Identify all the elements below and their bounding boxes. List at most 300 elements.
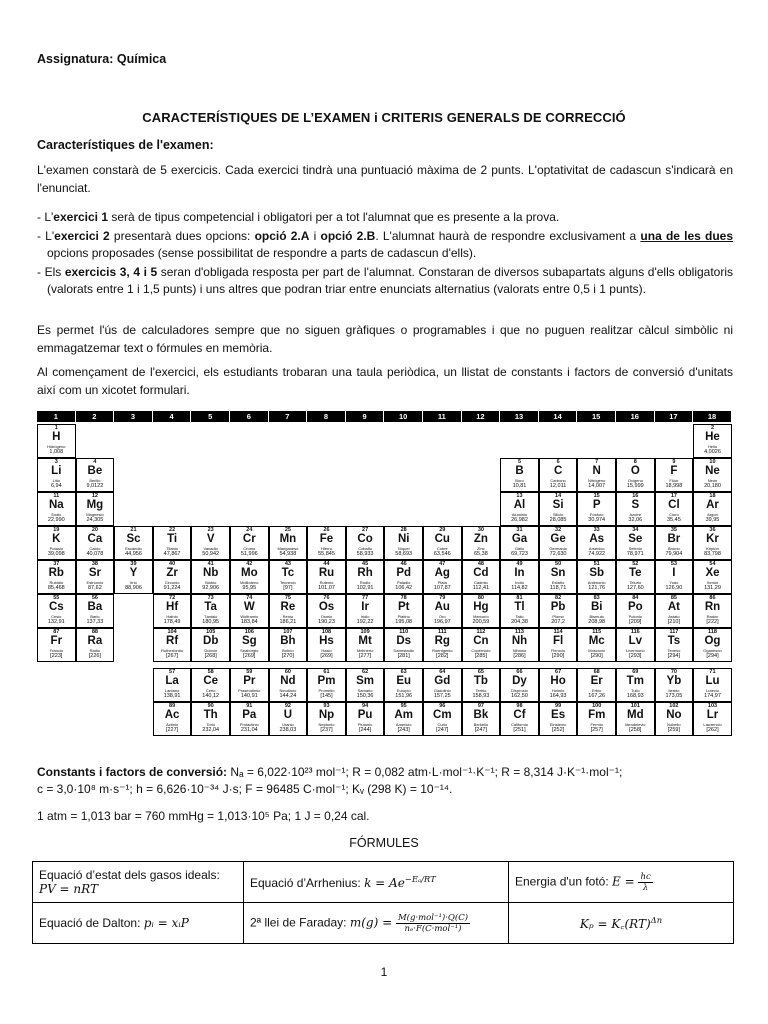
element-name: Copernicio <box>471 648 491 653</box>
element-name: Antimonio <box>587 580 606 585</box>
element-cell <box>346 668 385 702</box>
element-name: Escandio <box>125 546 142 551</box>
atomic-number: 14 <box>555 493 562 499</box>
group-header: 14 <box>539 411 577 422</box>
atomic-number: 78 <box>400 595 407 601</box>
element-name: Americio <box>395 722 412 727</box>
element-symbol: Fl <box>552 635 564 647</box>
element-cell <box>500 526 539 560</box>
atomic-number: 45 <box>362 561 369 567</box>
element-symbol: Np <box>318 709 335 721</box>
atomic-number: 84 <box>632 595 639 601</box>
element-cell <box>37 594 76 628</box>
atomic-number: 69 <box>632 669 639 675</box>
atomic-mass: 69,723 <box>511 551 528 557</box>
atomic-mass: 6,94 <box>50 483 62 489</box>
element-symbol: Dy <box>512 675 527 687</box>
atomic-mass: [210] <box>667 619 680 625</box>
formulas-title: FÓRMULES <box>349 836 419 850</box>
element-cell <box>693 702 732 736</box>
element-cell <box>114 560 153 594</box>
element-cell <box>191 526 230 560</box>
atomic-mass: [237] <box>320 727 333 733</box>
element-cell <box>37 526 76 560</box>
element-name: Silicio <box>552 512 564 517</box>
element-name: Vanadio <box>203 546 218 551</box>
element-symbol: Gd <box>434 675 451 687</box>
atomic-number: 74 <box>246 595 253 601</box>
element-cell <box>693 594 732 628</box>
atomic-mass: [281] <box>397 653 410 659</box>
element-cell <box>539 702 578 736</box>
element-symbol: No <box>666 709 682 721</box>
element-symbol: Db <box>203 635 219 647</box>
element-cell <box>269 628 308 662</box>
element-name: Neptunio <box>318 722 335 727</box>
element-symbol: Lr <box>706 709 719 721</box>
element-cell <box>655 594 694 628</box>
atomic-number: 72 <box>169 595 176 601</box>
kp-kc-formula: Kₚ = K꜀(RT)$^{\Delta n}$ <box>509 903 734 944</box>
element-cell <box>655 702 694 736</box>
group-header: 13 <box>500 411 538 422</box>
page-title: CARACTERÍSTIQUES DE L’EXAMEN i CRITERIS GENERALS DE CORRECCIÓ <box>142 110 626 125</box>
element-name: Paladio <box>397 580 411 585</box>
atomic-number: 79 <box>439 595 446 601</box>
element-name: Cromo <box>243 546 256 551</box>
exercise-list <box>37 209 733 300</box>
atomic-mass: 15,999 <box>626 483 644 489</box>
atomic-number: 102 <box>669 703 679 709</box>
element-name: Circonio <box>164 580 180 585</box>
element-name: Hidrógeno <box>47 444 66 449</box>
page-number: 1 <box>380 965 388 979</box>
atomic-mass: 74,922 <box>588 551 606 557</box>
element-cell <box>307 594 346 628</box>
list-item: - L'exercici 2 presentarà dues opcions: opció 2.A i opció 2.B. L'alumnat haurà de respondre exclusivament a una de les dues opcions proposades (sense possibilitat de respondre a parts de cadascun d'ells). <box>37 228 734 260</box>
atomic-mass: 167,26 <box>588 693 606 699</box>
atomic-mass: 4,0026 <box>704 449 721 455</box>
element-symbol: Rh <box>357 567 373 579</box>
element-name: Holmio <box>551 688 565 693</box>
atomic-number: 107 <box>283 629 293 635</box>
atomic-mass: 95,95 <box>242 585 257 591</box>
atomic-mass: [277] <box>358 653 372 659</box>
element-name: Hasio <box>321 648 332 653</box>
atomic-number: 118 <box>708 629 717 635</box>
element-cell <box>539 458 578 492</box>
element-name: Wolframio <box>240 614 259 619</box>
atomic-mass: 50,942 <box>202 551 220 557</box>
element-symbol: Bi <box>590 601 603 613</box>
element-symbol: Er <box>590 675 603 687</box>
element-cell <box>307 668 346 702</box>
element-cell <box>500 594 539 628</box>
element-symbol: In <box>514 567 525 579</box>
atomic-mass: 140,12 <box>202 693 220 699</box>
element-cell <box>269 702 308 736</box>
atomic-mass: 83,798 <box>704 551 721 557</box>
atomic-number: 46 <box>400 561 407 567</box>
atomic-number: 32 <box>555 527 562 533</box>
element-name: Xenón <box>706 580 719 585</box>
atomic-mass: 150,36 <box>356 693 374 699</box>
element-symbol: Nh <box>511 635 528 647</box>
group-header: 1 <box>37 411 75 422</box>
element-name: Astato <box>668 614 680 619</box>
atomic-mass: [145] <box>320 693 333 699</box>
element-cell <box>76 560 115 594</box>
atomic-number: 104 <box>167 629 177 635</box>
element-symbol: V <box>206 533 215 545</box>
atomic-number: 57 <box>169 669 176 675</box>
element-symbol: Ho <box>550 675 566 687</box>
atomic-mass: 164,93 <box>549 693 567 699</box>
element-cell <box>307 526 346 560</box>
element-cell <box>500 668 539 702</box>
atomic-mass: 32,06 <box>628 517 643 523</box>
atomic-mass: 178,49 <box>163 619 181 625</box>
atomic-mass: [294] <box>706 653 719 659</box>
element-name: Livermorio <box>625 648 645 653</box>
element-symbol: La <box>165 675 179 687</box>
element-symbol: Te <box>629 567 642 579</box>
element-cell <box>230 560 269 594</box>
element-symbol: Bk <box>473 709 489 721</box>
element-symbol: Sc <box>126 533 141 545</box>
atomic-number: 54 <box>709 561 716 567</box>
atomic-mass: [247] <box>474 727 487 733</box>
element-cell <box>384 526 423 560</box>
element-cell <box>616 702 655 736</box>
element-cell <box>462 594 501 628</box>
element-cell <box>655 628 694 662</box>
atomic-mass: 232,04 <box>202 727 220 733</box>
atomic-number: 49 <box>516 561 523 567</box>
atomic-number: 13 <box>516 493 523 499</box>
atomic-mass: 144,24 <box>279 693 297 699</box>
element-name: Uranio <box>281 722 294 727</box>
element-symbol: Am <box>394 709 413 721</box>
atomic-mass: 196,97 <box>433 619 451 625</box>
element-cell <box>693 668 732 702</box>
element-name: Yodo <box>669 580 679 585</box>
element-symbol: Se <box>628 533 643 545</box>
element-name: Rubidio <box>49 580 64 585</box>
element-name: Disprosio <box>511 688 528 693</box>
element-cell <box>500 458 539 492</box>
atomic-mass: 174,97 <box>704 693 721 699</box>
atomic-number: 116 <box>630 629 640 635</box>
photon-energy-formula: Energia d'un fotó: E = $\frac{hc}{\lambda}$ <box>509 862 734 903</box>
atomic-mass: 63,546 <box>433 551 451 557</box>
atomic-number: 93 <box>323 703 330 709</box>
element-cell <box>655 458 694 492</box>
atomic-mass: [251] <box>513 727 526 733</box>
element-symbol: Xe <box>705 567 720 579</box>
atomic-mass: 157,25 <box>433 693 451 699</box>
atomic-mass: 39,95 <box>705 517 720 523</box>
atomic-number: 40 <box>169 561 176 567</box>
element-symbol: Cl <box>668 499 680 511</box>
element-name: Germanio <box>549 546 567 551</box>
atomic-mass: [259] <box>667 727 680 733</box>
element-cell <box>269 668 308 702</box>
list-item: - L'exercici 1 serà de tipus competencial i obligatori per a tot l'alumnat que es presente a la prova. <box>37 210 560 224</box>
element-name: Neón <box>707 478 718 483</box>
element-cell <box>693 458 732 492</box>
element-cell <box>693 492 732 526</box>
atomic-number: 80 <box>477 595 484 601</box>
element-symbol: Os <box>318 601 335 613</box>
element-cell <box>269 594 308 628</box>
element-name: Seaborgio <box>240 648 259 653</box>
element-cell <box>37 458 76 492</box>
element-symbol: Al <box>513 499 526 511</box>
atomic-number: 30 <box>477 527 484 533</box>
element-cell <box>230 628 269 662</box>
atomic-mass: 78,971 <box>626 551 644 557</box>
element-cell <box>307 560 346 594</box>
element-name: Plomo <box>552 614 564 619</box>
atomic-number: 22 <box>169 527 176 533</box>
atomic-mass: 28,085 <box>549 517 567 523</box>
element-symbol: Cn <box>473 635 489 647</box>
element-symbol: Be <box>87 465 103 477</box>
element-name: Iterbio <box>668 688 680 693</box>
atomic-number: 114 <box>553 629 563 635</box>
atomic-mass: [243] <box>397 727 410 733</box>
element-cell <box>616 458 655 492</box>
element-symbol: Pb <box>550 601 566 613</box>
atomic-mass: 1,008 <box>49 449 64 455</box>
ideal-gas-formula: Equació d’estat dels gasos ideals: PV = nRT <box>33 862 244 903</box>
atomic-mass: 186,21 <box>279 619 297 625</box>
element-name: Bohrio <box>282 648 294 653</box>
atomic-number: 76 <box>323 595 330 601</box>
atomic-number: 96 <box>439 703 446 709</box>
atomic-mass: 138,91 <box>163 693 181 699</box>
atomic-number: 23 <box>207 527 214 533</box>
atomic-mass: 192,22 <box>356 619 374 625</box>
element-symbol: Th <box>203 709 218 721</box>
element-symbol: F <box>670 465 678 477</box>
atomic-mass: 132,91 <box>47 619 65 625</box>
element-symbol: Mo <box>240 567 258 579</box>
element-cell <box>114 526 153 560</box>
element-name: Berkelio <box>473 722 489 727</box>
atomic-mass: 58,933 <box>356 551 374 557</box>
element-symbol: Lv <box>628 635 642 647</box>
atomic-number: 89 <box>169 703 176 709</box>
element-cell <box>655 526 694 560</box>
element-cell <box>693 424 732 458</box>
atomic-mass: [269] <box>243 653 256 659</box>
element-name: Rutenio <box>319 580 334 585</box>
atomic-number: 24 <box>246 527 253 533</box>
calculator-paragraph: Es permet l'ús de calculadores sempre que no siguen gràfiques o programables i que no puguen realitzar càlcul simbòlic ni emmagatzemar text o fórmules en memòria. <box>37 323 733 355</box>
element-symbol: Ge <box>550 533 566 545</box>
atomic-mass: 91,224 <box>163 585 181 591</box>
atomic-mass: 22,990 <box>47 517 65 523</box>
group-header: 10 <box>384 411 422 422</box>
atomic-number: 55 <box>53 595 60 601</box>
atomic-number: 61 <box>323 669 330 675</box>
atomic-number: 17 <box>670 493 677 499</box>
formulas-table <box>32 861 734 944</box>
element-cell <box>346 560 385 594</box>
element-cell <box>616 560 655 594</box>
element-symbol: Mt <box>358 635 372 647</box>
element-name: Magnesio <box>86 512 104 517</box>
atomic-mass: [247] <box>436 727 449 733</box>
element-cell <box>616 594 655 628</box>
atomic-number: 53 <box>670 561 677 567</box>
element-symbol: Nb <box>203 567 219 579</box>
atomic-number: 44 <box>323 561 330 567</box>
atomic-mass: [244] <box>358 727 372 733</box>
element-cell <box>76 526 115 560</box>
element-symbol: Fm <box>588 709 606 721</box>
atomic-mass: [270] <box>281 653 294 659</box>
atomic-mass: 20,180 <box>704 483 721 489</box>
faraday-formula: 2ª llei de Faraday: m(g) = $\frac{\text{M(g·mol⁻¹)·Q(C)}}{\text{nₑ·F(C·mol⁻¹)}}$ <box>244 903 509 944</box>
element-name: Estaño <box>551 580 565 585</box>
element-symbol: As <box>589 533 605 545</box>
atomic-mass: 151,96 <box>395 693 413 699</box>
element-name: Manganeso <box>277 546 299 551</box>
element-name: Praseodimio <box>238 688 261 693</box>
element-name: Carbono <box>550 478 566 483</box>
atomic-mass: [262] <box>706 727 719 733</box>
atomic-number: 42 <box>246 561 253 567</box>
element-cell <box>577 628 616 662</box>
element-cell <box>76 628 115 662</box>
element-symbol: W <box>243 601 255 613</box>
element-cell <box>693 526 732 560</box>
periodic-table <box>37 411 733 751</box>
element-name: Nobelio <box>667 722 681 727</box>
atomic-number: 67 <box>555 669 562 675</box>
atomic-number: 59 <box>246 669 253 675</box>
atomic-number: 105 <box>206 629 216 635</box>
atomic-number: 94 <box>362 703 369 709</box>
element-name: Berilio <box>89 478 101 483</box>
element-symbol: P <box>592 499 601 511</box>
element-cell <box>462 668 501 702</box>
atomic-mass: 204,38 <box>511 619 528 625</box>
element-symbol: U <box>283 709 293 721</box>
element-symbol: Rf <box>166 635 179 647</box>
element-name: Lawrencio <box>703 722 722 727</box>
element-cell <box>693 628 732 662</box>
atomic-number: 112 <box>476 629 486 635</box>
atomic-mass: 44,956 <box>125 551 142 557</box>
element-symbol: Mn <box>279 533 297 545</box>
atomic-number: 20 <box>91 527 98 533</box>
atomic-mass: 26,982 <box>511 517 528 523</box>
atomic-mass: 238,03 <box>279 727 297 733</box>
element-symbol: At <box>667 601 680 613</box>
element-symbol: B <box>515 465 524 477</box>
atomic-mass: 101,07 <box>318 585 335 591</box>
element-name: Mendelevio <box>625 722 646 727</box>
atomic-number: 16 <box>632 493 639 499</box>
element-name: Einstenio <box>549 722 567 727</box>
atomic-number: 97 <box>477 703 484 709</box>
atomic-number: 108 <box>321 629 332 635</box>
element-name: Mercurio <box>473 614 489 619</box>
element-cell <box>616 628 655 662</box>
atomic-mass: [223] <box>50 653 63 659</box>
element-symbol: Y <box>129 567 138 579</box>
atomic-number: 70 <box>670 669 677 675</box>
element-cell <box>423 594 462 628</box>
element-cell <box>539 492 578 526</box>
atomic-number: 35 <box>670 527 677 533</box>
element-name: Protactinio <box>239 722 259 727</box>
atomic-mass: [268] <box>204 653 217 659</box>
group-header: 15 <box>577 411 615 422</box>
element-name: Hierro <box>321 546 332 551</box>
element-name: Argón <box>707 512 718 517</box>
element-symbol: S <box>631 499 640 511</box>
element-symbol: Pt <box>397 601 410 613</box>
element-symbol: Po <box>627 601 643 613</box>
element-symbol: Hs <box>319 635 334 647</box>
atomic-mass: [293] <box>629 653 642 659</box>
element-name: Kriptón <box>706 546 719 551</box>
element-name: Polonio <box>628 614 642 619</box>
element-name: Zinc <box>477 546 485 551</box>
atomic-number: 11 <box>53 493 60 499</box>
atomic-mass: 72,630 <box>549 551 567 557</box>
atomic-number: 34 <box>632 527 639 533</box>
element-cell <box>577 702 616 736</box>
atomic-mass: 121,76 <box>588 585 606 591</box>
element-cell <box>462 560 501 594</box>
atomic-mass: [290] <box>590 653 603 659</box>
atomic-number: 36 <box>709 527 716 533</box>
atomic-mass: 47,867 <box>163 551 181 557</box>
atomic-mass: 39,098 <box>47 551 65 557</box>
element-symbol: Cr <box>242 533 256 545</box>
element-cell <box>539 594 578 628</box>
element-symbol: Cf <box>513 709 526 721</box>
atomic-number: 86 <box>709 595 716 601</box>
atomic-mass: 14,007 <box>588 483 606 489</box>
element-name: Cadmio <box>473 580 488 585</box>
element-symbol: Ir <box>361 601 369 613</box>
atomic-number: 62 <box>362 669 369 675</box>
element-name: Estroncio <box>86 580 104 585</box>
element-cell <box>616 492 655 526</box>
element-name: Sodio <box>51 512 62 517</box>
element-cell <box>462 526 501 560</box>
atomic-mass: [252] <box>551 727 565 733</box>
atomic-number: 64 <box>439 669 446 675</box>
atomic-mass: 173,05 <box>665 693 683 699</box>
atomic-mass: 162,50 <box>511 693 528 699</box>
atomic-mass: [294] <box>667 653 680 659</box>
atomic-number: 95 <box>400 703 407 709</box>
element-name: Europio <box>396 688 411 693</box>
atomic-number: 60 <box>284 669 291 675</box>
element-cell <box>539 628 578 662</box>
element-cell <box>423 668 462 702</box>
atomic-mass: 85,468 <box>47 585 65 591</box>
element-cell <box>577 594 616 628</box>
